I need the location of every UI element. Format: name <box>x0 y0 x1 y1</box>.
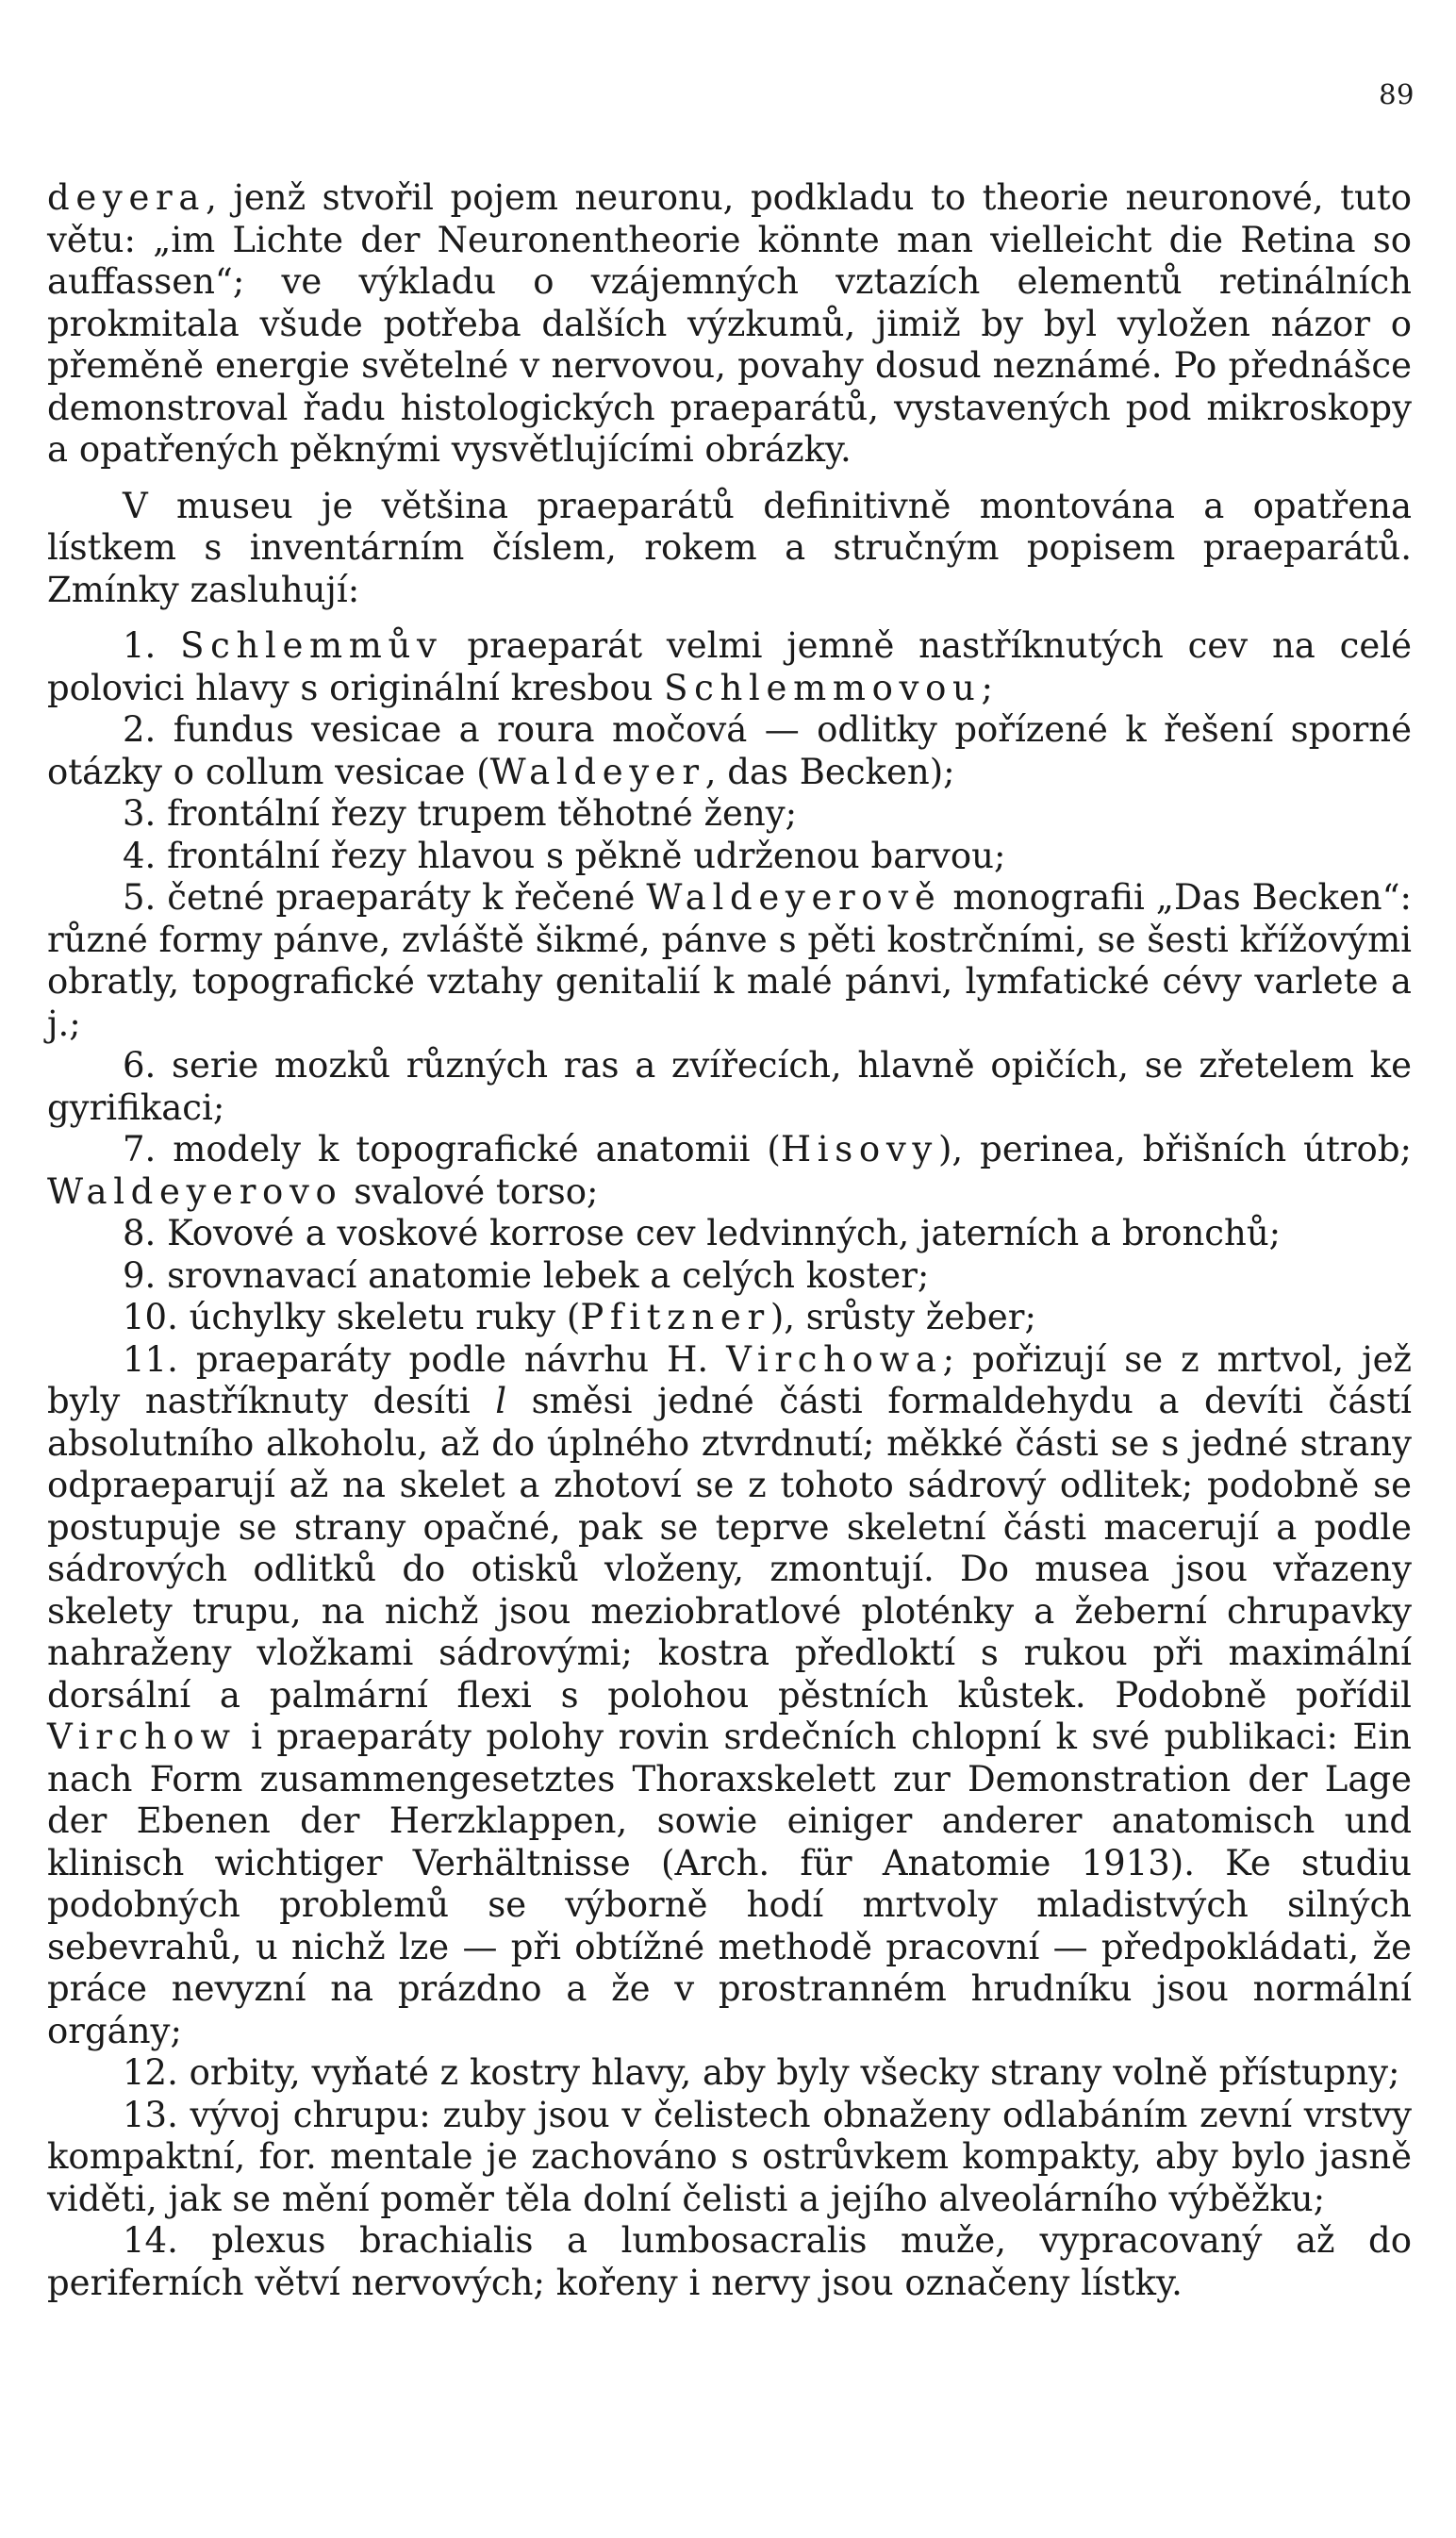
item-number: 7. <box>123 1129 157 1169</box>
person-name: Virchowa <box>726 1338 943 1380</box>
item-number: 13. <box>123 2094 178 2135</box>
person-name: Virchow <box>47 1717 237 1757</box>
item-number: 12. <box>123 2052 178 2093</box>
list-item <box>47 1297 1412 1339</box>
item-text: orbity, vyňaté z kostry hlavy, aby byly všecky strany volně přístupny; <box>177 2052 1400 2093</box>
list-item <box>47 1129 1412 1213</box>
item-text: frontální řezy trupem těhotné ženy; <box>156 793 798 834</box>
list-item <box>47 793 1412 836</box>
item-number: 10. <box>123 1297 178 1337</box>
item-text: Kovové a voskové korrose cev ledvinných, jaterních a bronchů; <box>156 1213 1282 1253</box>
item-text: fundus vesicae a roura močová — odlitky pořízené k řešení sporné otázky o collum vesicae ( <box>47 709 1412 792</box>
item-text: i praeparáty polohy rovin srdečních chlopní k své publikaci: Ein nach Form zusammengesetztes Thoraxskelett zur Demonstration der Lage der Ebenen der Herzklappen, sowie einiger anderer anatomisch und klinisch wichtiger Verhältnisse (Arch. für Anatomie 1913). Ke studiu podobných problemů se výborně hodí mrtvoly mladistvých silných sebevrahů, u nichž lze — při obtížné methodě pracovní — předpokládati, že práce nevyzní na prázdno a že v prostranném hrudníku jsou normální orgány; <box>47 1717 1412 2051</box>
item-number: 2. <box>123 709 157 750</box>
item-text: směsi jedné části formaldehydu a devíti částí absolutního alkoholu, až do úplného ztvrdnutí; měkké části se s jedné strany odpraeparují až na skelet a zhotoví se z tohoto sádrový odlitek; podobně se postupuje se strany opačné, pak se teprve skeletní části macerují a podle sádrových odlitků do otisků vloženy, zmontují. Do musea jsou vřazeny skelety trupu, na nichž jsou meziobratlové ploténky a žeberní chrupavky nahraženy vložkami sádrovými; kostra předloktí s rukou při maximální dorsální a palmární flexi s polohou pěstních kůstek. Podobně pořídil <box>47 1381 1412 1716</box>
list-item <box>47 2095 1412 2221</box>
unit-symbol: l <box>495 1381 507 1421</box>
item-text: úchylky skeletu ruky ( <box>177 1297 581 1337</box>
item-text: ; pořizují se z mrtvol, jež byly nastříknuty desíti <box>47 1338 1412 1421</box>
list-item <box>47 709 1412 793</box>
paragraph-text: , jenž stvořil pojem neuronu, podkladu to theorie neuronové, tuto větu: „im Lichte der Neuronentheorie könnte man vielleicht die Retina so auffassen“; ve výkladu o vzájemných vztazích elementů retinálních prokmitala všude potřeba dalších výzkumů, jimiž by byl vyložen názor o přeměně energie světelné v nervovou, povahy dosud neznámé. Po přednášce demonstroval řadu histologických praeparátů, vystavených pod mikroskopy a opatřených pěknými vysvětlujícími obrázky. <box>47 177 1412 470</box>
person-name: Waldeyerově <box>646 877 942 918</box>
item-number: 8. <box>123 1213 157 1253</box>
item-text: srovnavací anatomie lebek a celých koster; <box>156 1254 930 1296</box>
item-text: monografii „Das Becken“: různé formy pánve, zvláště šikmé, pánve s pěti kostrčními, se šesti křížovými obratly, topografické vztahy genitalií k malé pánvi, lymfatické cévy varlete a j.; <box>47 877 1412 1044</box>
list-item <box>47 625 1412 709</box>
item-text: , das Becken); <box>704 751 955 792</box>
item-text: svalové torso; <box>342 1170 599 1212</box>
item-number: 3. <box>123 793 157 834</box>
person-name: Waldeyer <box>489 751 705 792</box>
item-text: plexus brachialis a lumbosacralis muže, vypracovaný až do periferních větví nervových; kořeny i nervy jsou označeny lístky. <box>47 2220 1412 2303</box>
list-item <box>47 1339 1412 2053</box>
item-text: ), srůsty žeber; <box>769 1297 1036 1337</box>
item-number: 14. <box>123 2220 178 2261</box>
item-number: 4. <box>123 835 157 876</box>
item-number: 6. <box>123 1045 157 1086</box>
item-number: 1. <box>123 625 157 666</box>
item-text: frontální řezy hlavou s pěkně udrženou barvou; <box>156 835 1006 876</box>
item-text: ), perinea, břišních útrob; <box>937 1129 1412 1169</box>
museum-paragraph: V museu je většina praeparátů definitivně montována a opatřena lístkem s inventárním číslem, rokem a stručným popisem praeparátů. Zmínky zasluhují: <box>47 485 1412 610</box>
item-number: 11. <box>123 1338 178 1380</box>
item-text: četné praeparáty k řečené <box>156 877 647 918</box>
item-text: vývoj chrupu: zuby jsou v čelistech obnaženy odlabáním zevní vrstvy kompaktní, for. mentale je zachováno s ostrůvkem kompakty, aby bylo jasně viděti, jak se mění poměr těla dolní čelisti a jejího alveolárního výběžku; <box>47 2094 1412 2219</box>
item-text: praeparát velmi jemně nastříknutých cev na celé polovici hlavy s originální kresbou <box>47 625 1412 708</box>
person-name: Pfitzner <box>580 1297 770 1337</box>
person-name: deyera <box>47 177 207 218</box>
list-item <box>47 2220 1412 2304</box>
opening-paragraph <box>47 177 1412 472</box>
page-body <box>47 177 1412 2304</box>
person-name: Schlemmovou <box>664 667 982 708</box>
person-name: Schlemmův <box>180 625 443 666</box>
item-number: 9. <box>123 1254 157 1296</box>
page-number: 89 <box>1379 78 1415 110</box>
item-text: serie mozků různých ras a zvířecích, hlavně opičích, se zřetelem ke gyrifikaci; <box>47 1045 1412 1128</box>
list-item <box>47 836 1412 878</box>
list-item <box>47 1213 1412 1255</box>
person-name: Hisovy <box>780 1129 938 1169</box>
person-name: Waldeyerovo <box>47 1170 343 1212</box>
list-item <box>47 1045 1412 1129</box>
list-item <box>47 2052 1412 2095</box>
item-text: praeparáty podle návrhu H. <box>177 1338 727 1380</box>
item-number: 5. <box>123 877 157 918</box>
list-item <box>47 1255 1412 1298</box>
item-text: ; <box>981 667 993 708</box>
list-item <box>47 877 1412 1045</box>
item-text: modely k topografické anatomii ( <box>156 1129 781 1169</box>
